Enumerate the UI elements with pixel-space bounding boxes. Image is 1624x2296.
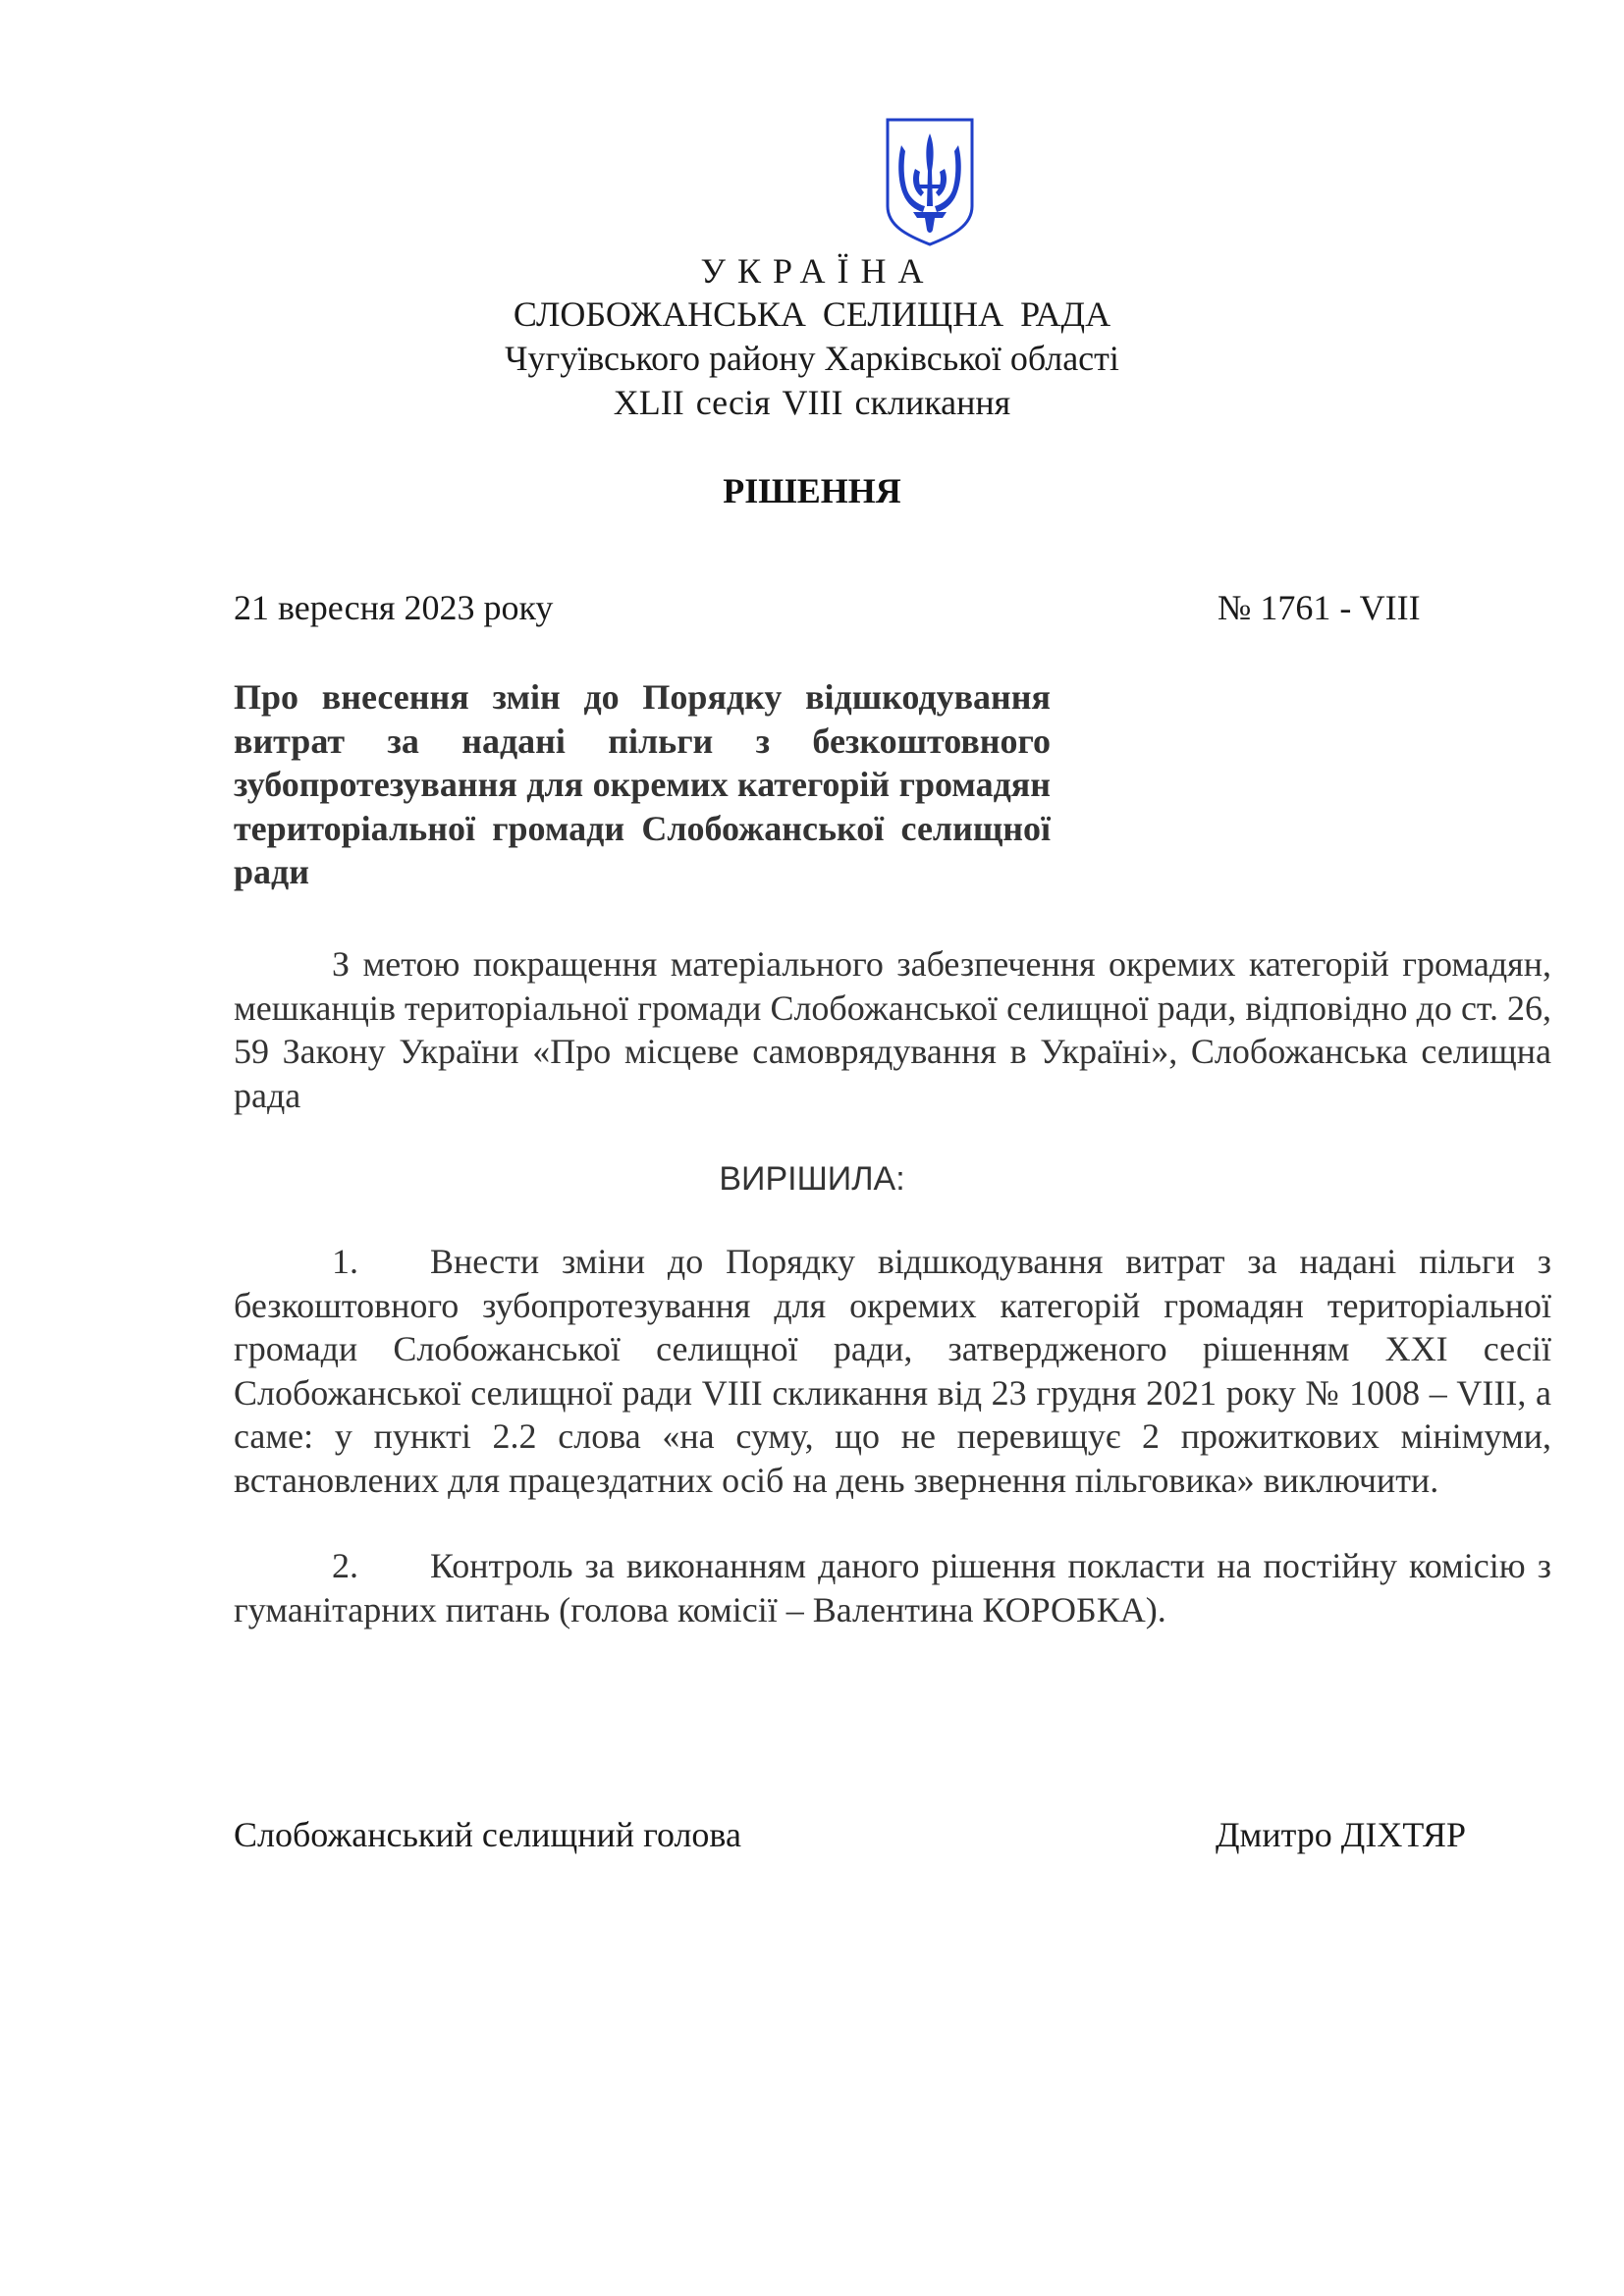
session-name: XLII сесія VIII скликання xyxy=(613,383,1011,422)
council-name: СЛОБОЖАНСЬКА СЕЛИЩНА РАДА xyxy=(513,294,1111,334)
decision-number: № 1761 - VIII xyxy=(1218,588,1421,627)
signatory-name: Дмитро ДІХТЯР xyxy=(1216,1815,1466,1854)
resolved-heading: ВИРІШИЛА: xyxy=(719,1160,905,1198)
item-number: 1. xyxy=(332,1242,358,1281)
document-title: РІШЕННЯ xyxy=(723,471,901,510)
item-number: 2. xyxy=(332,1546,358,1585)
country-name: УКРАЇНА xyxy=(700,251,936,291)
resolution-item-1 xyxy=(234,1240,1551,1502)
decision-date: 21 вересня 2023 року xyxy=(234,588,554,627)
coat-of-arms-trident-icon xyxy=(884,116,976,247)
decision-subject: Про внесення змін до Порядку відшкодування витрат за надані пільги з безкоштовного зубопротезування для окремих категорій громадян територіальної громади Слобожанської селищної ради xyxy=(234,677,1051,891)
item-text: Контроль за виконанням даного рішення покласти на постійну комісію з гуманітарних питань (голова комісії – Валентина КОРОБКА). xyxy=(234,1546,1551,1629)
signatory-role: Слобожанський селищний голова xyxy=(234,1815,741,1854)
item-text: Внести зміни до Порядку відшкодування витрат за надані пільги з безкоштовного зубопротезування для окремих категорій громадян територіальної громади Слобожанської селищної ради, затвердженого рішенням XXI сесії Слобожанської селищної ради VIII скликання від 23 грудня 2021 року № 1008 – VIII, а саме: у пункті 2.2 слова «на суму, що не перевищує 2 прожиткових мінімуми, встановлених для працездатних осіб на день звернення пільговика» виключити. xyxy=(234,1242,1551,1500)
district-name: Чугуївського району Харківської області xyxy=(505,339,1119,378)
preamble-paragraph: З метою покращення матеріального забезпечення окремих категорій громадян, мешканців територіальної громади Слобожанської селищної ради, відповідно до ст. 26, 59 Закону України «Про місцеве самоврядування в Україні», Слобожанська селищна рада xyxy=(234,944,1551,1115)
resolution-item-2 xyxy=(234,1544,1551,1631)
